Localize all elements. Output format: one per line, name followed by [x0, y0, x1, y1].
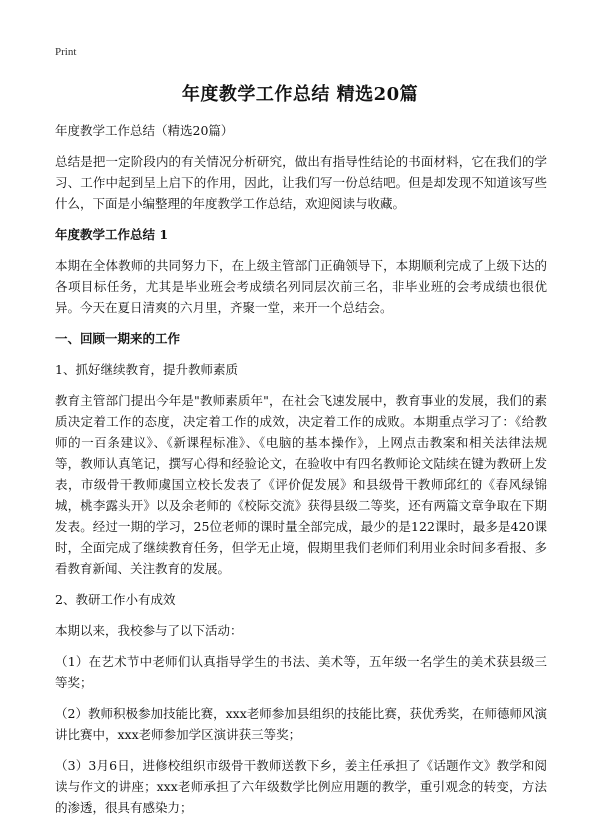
item-intro: 本期以来，我校参与了以下活动：: [55, 623, 243, 638]
item-paragraph: 教育主管部门提出今年是"教师素质年"，在社会飞速发展中，教育事业的发展，我们的素质决定着工作的态度，决定着工作的成效，决定着工作的成败。本期重点学习了：《给教师的一百条建议》、《新课程标准》、《电脑的基本操作》，上网点击教案和相关法律法规等，教师认真笔记，撰写心得和经验论文，在验收中有四名教师论文陆续在键为教研上发表，市级骨干教师虞国立校长发表了《评价促发展》和县级骨干教师邱红的《春风绿锦城，桃李露头开》以及余老师的《校际交流》获得县级二等奖，还有两篇文章争取在下期发表。经过一期的学习，25位老师的课时量全部完成，最少的是122课时，最多是420课时，全面完成了继续教育任务，但学无止境，假期里我们老师们利用业余时间多看报、多看教育新闻、关注教育的发展。: [55, 393, 547, 576]
document-title: 年度教学工作总结 精选20篇: [181, 84, 419, 105]
section-paragraph: 本期在全体教师的共同努力下，在上级主管部门正确领导下，本期顺利完成了上级下达的各项目标任务，尤其是毕业班会考成绩名列同层次前三名，非毕业班的会考成绩也很优异。今天在夏日清爽的六月里，齐聚一堂，来开一个总结会。: [55, 258, 547, 315]
section-heading: 年度教学工作总结 1: [55, 227, 169, 242]
print-link[interactable]: Print: [55, 46, 77, 58]
activity-item: （1）在艺术节中老师们认真指导学生的书法、美术等，五年级一名学生的美术获县级三等奖；: [55, 654, 547, 690]
intro-paragraph: 总结是把一定阶段内的有关情况分析研究，做出有指导性结论的书面材料，它在我们的学习、工作中起到呈上启下的作用，因此，让我们写一份总结吧。但是却发现不知道该写些什么，下面是小编整理的年度教学工作总结，欢迎阅读与收藏。: [55, 154, 547, 211]
document-subtitle: 年度教学工作总结（精选20篇）: [55, 123, 234, 138]
part-heading: 一、回顾一期来的工作: [55, 331, 181, 346]
activity-item: （3）3月6日，进修校组织市级骨干教师送教下乡，姜主任承担了《话题作文》教学和阅读与作文的讲座；xxx老师承担了六年级数学比例应用题的教学，重引观念的转变，方法的渗透，很具有感染力；: [55, 758, 547, 815]
item-heading: 1、抓好继续教育，提升教师素质: [55, 362, 238, 377]
activity-item: （2）教师积极参加技能比赛，xxx老师参加县组织的技能比赛，获优秀奖，在师德师风演讲比赛中，xxx老师参加学区演讲获三等奖；: [55, 706, 547, 742]
item-heading: 2、教研工作小有成效: [55, 592, 176, 607]
document-body: [55, 120, 547, 828]
